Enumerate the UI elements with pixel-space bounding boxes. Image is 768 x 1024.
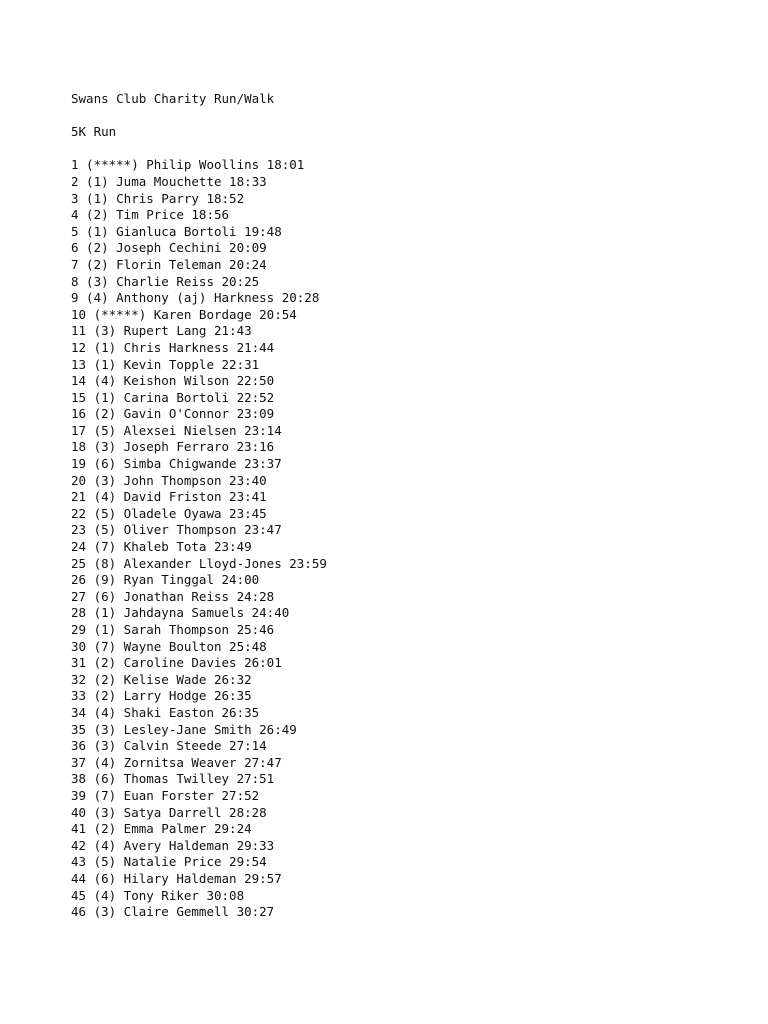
result-row: 19 (6) Simba Chigwande 23:37 (71, 456, 282, 472)
result-row: 29 (1) Sarah Thompson 25:46 (71, 622, 275, 637)
result-row: 4 (2) Tim Price 18:56 (71, 207, 230, 223)
result-row: 18 (3) Joseph Ferraro 23:16 (71, 439, 275, 455)
result-row: 37 (4) Zornitsa Weaver 27:47 (71, 754, 282, 770)
result-row: 10 (*****) Karen Bordage 20:54 (71, 306, 297, 322)
result-row: 17 (5) Alexsei Nielsen 23:14 (71, 422, 282, 438)
result-row: 26 (9) Ryan Tinggal 24:00 (71, 572, 260, 588)
result-row: 24 (7) Khaleb Tota 23:49 (71, 539, 252, 555)
result-row: 46 (3) Claire Gemmell 30:27 (71, 904, 275, 920)
result-row: 45 (4) Tony Riker 30:08 (71, 887, 245, 903)
result-row: 31 (2) Caroline Davies 26:01 (71, 655, 282, 671)
document-title: Swans Club Charity Run/Walk (71, 91, 275, 106)
result-row: 40 (3) Satya Darrell 28:28 (71, 804, 267, 820)
result-row: 2 (1) Juma Mouchette 18:33 (71, 173, 267, 189)
result-row: 7 (2) Florin Teleman 20:24 (71, 256, 267, 272)
result-row: 41 (2) Emma Palmer 29:24 (71, 821, 252, 837)
result-row: 44 (6) Hilary Haldeman 29:57 (71, 870, 282, 886)
result-row: 38 (6) Thomas Twilley 27:51 (71, 771, 275, 787)
result-row: 33 (2) Larry Hodge 26:35 (71, 688, 252, 704)
result-row: 3 (1) Chris Parry 18:52 (71, 190, 245, 206)
result-row: 8 (3) Charlie Reiss 20:25 (71, 273, 260, 289)
result-row: 11 (3) Rupert Lang 21:43 (71, 323, 252, 339)
result-row: 35 (3) Lesley-Jane Smith 26:49 (71, 721, 297, 737)
result-row: 20 (3) John Thompson 23:40 (71, 472, 267, 488)
result-row: 13 (1) Kevin Topple 22:31 (71, 356, 260, 372)
document-page (71, 91, 327, 921)
result-row: 43 (5) Natalie Price 29:54 (71, 854, 267, 870)
result-row: 23 (5) Oliver Thompson 23:47 (71, 522, 282, 538)
result-row: 1 (*****) Philip Woollins 18:01 (71, 157, 305, 173)
result-row: 25 (8) Alexander Lloyd-Jones 23:59 (71, 555, 327, 571)
spacer (71, 141, 327, 158)
result-row: 22 (5) Oladele Oyawa 23:45 (71, 505, 267, 521)
result-row: 9 (4) Anthony (aj) Harkness 20:28 (71, 290, 320, 306)
result-row: 6 (2) Joseph Cechini 20:09 (71, 240, 267, 256)
result-row: 14 (4) Keishon Wilson 22:50 (71, 373, 275, 389)
result-row: 16 (2) Gavin O'Connor 23:09 (71, 406, 275, 422)
race-heading: 5K Run (71, 124, 117, 140)
result-row: 15 (1) Carina Bortoli 22:52 (71, 389, 275, 405)
result-row: 28 (1) Jahdayna Samuels 24:40 (71, 605, 290, 621)
result-row: 42 (4) Avery Haldeman 29:33 (71, 837, 275, 853)
result-row: 27 (6) Jonathan Reiss 24:28 (71, 588, 275, 604)
result-row: 39 (7) Euan Forster 27:52 (71, 787, 260, 803)
result-row: 30 (7) Wayne Boulton 25:48 (71, 638, 267, 654)
results-list (71, 157, 327, 920)
spacer (71, 108, 327, 125)
result-row: 12 (1) Chris Harkness 21:44 (71, 339, 275, 355)
result-row: 36 (3) Calvin Steede 27:14 (71, 738, 267, 754)
result-row: 21 (4) David Friston 23:41 (71, 489, 267, 505)
result-row: 5 (1) Gianluca Bortoli 19:48 (71, 223, 282, 239)
result-row: 32 (2) Kelise Wade 26:32 (71, 671, 252, 687)
result-row: 34 (4) Shaki Easton 26:35 (71, 704, 260, 720)
